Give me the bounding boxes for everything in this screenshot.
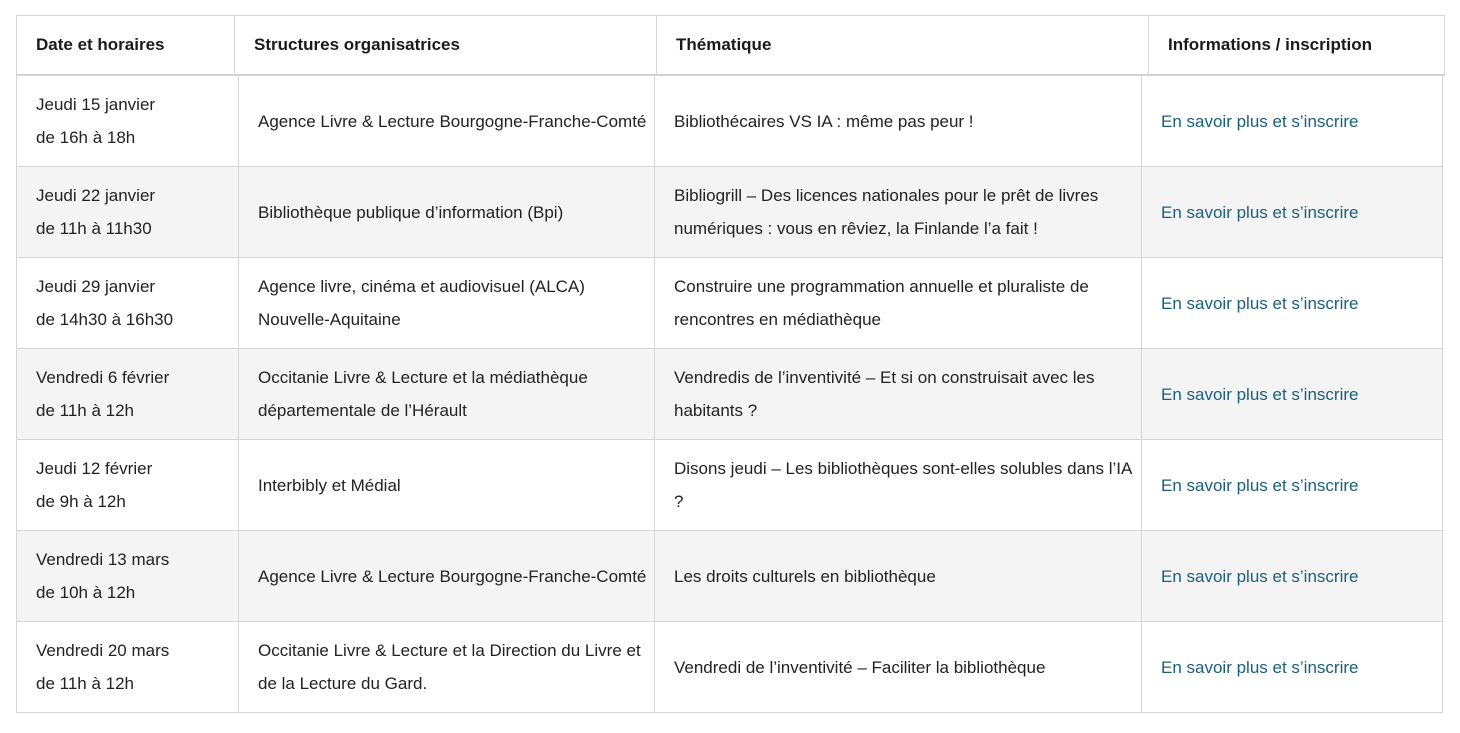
register-link[interactable]: En savoir plus et s’inscrire [1161, 475, 1359, 495]
event-day: Jeudi 12 février [36, 459, 153, 478]
table-row [17, 440, 1443, 531]
info-cell [1142, 622, 1443, 713]
organizer-cell: Occitanie Livre & Lecture et la médiathèque départementale de l’Hérault [239, 349, 655, 440]
event-day: Jeudi 29 janvier [36, 277, 156, 296]
event-time: de 11h à 11h30 [36, 219, 152, 238]
event-day: Jeudi 22 janvier [36, 186, 156, 205]
organizer-cell: Occitanie Livre & Lecture et la Direction du Livre et de la Lecture du Gard. [239, 622, 655, 713]
event-day: Vendredi 20 mars [36, 641, 170, 660]
event-time: de 16h à 18h [36, 128, 136, 147]
table-row [17, 531, 1443, 622]
theme-cell: Bibliogrill – Des licences nationales pour le prêt de livres numériques : vous en rêviez, la Finlande l’a fait ! [655, 167, 1142, 258]
info-cell [1142, 349, 1443, 440]
organizer-cell: Agence Livre & Lecture Bourgogne-Franche-Comté [239, 76, 655, 167]
theme-cell: Les droits culturels en bibliothèque [655, 531, 1142, 622]
event-day: Vendredi 13 mars [36, 550, 170, 569]
table-row [17, 349, 1443, 440]
info-cell [1142, 76, 1443, 167]
organizer-cell: Agence livre, cinéma et audiovisuel (ALCA) Nouvelle-Aquitaine [239, 258, 655, 349]
info-cell [1142, 531, 1443, 622]
event-time: de 9h à 12h [36, 492, 126, 511]
theme-cell: Disons jeudi – Les bibliothèques sont-elles solubles dans l’IA ? [655, 440, 1142, 531]
header-organizers: Structures organisatrices [235, 16, 657, 76]
date-cell [17, 76, 239, 167]
date-cell [17, 440, 239, 531]
theme-cell: Bibliothécaires VS IA : même pas peur ! [655, 76, 1142, 167]
date-cell [17, 167, 239, 258]
organizer-cell: Bibliothèque publique d’information (Bpi) [239, 167, 655, 258]
table-row [17, 258, 1443, 349]
header-date: Date et horaires [17, 16, 235, 76]
theme-cell: Construire une programmation annuelle et pluraliste de rencontres en médiathèque [655, 258, 1142, 349]
table-row [17, 76, 1443, 167]
events-table-header [16, 15, 1445, 76]
organizer-cell: Agence Livre & Lecture Bourgogne-Franche-Comté [239, 531, 655, 622]
event-day: Jeudi 15 janvier [36, 95, 156, 114]
organizer-cell: Interbibly et Médial [239, 440, 655, 531]
event-time: de 11h à 12h [36, 674, 134, 693]
date-cell [17, 622, 239, 713]
date-cell [17, 531, 239, 622]
register-link[interactable]: En savoir plus et s’inscrire [1161, 111, 1359, 131]
register-link[interactable]: En savoir plus et s’inscrire [1161, 293, 1359, 313]
register-link[interactable]: En savoir plus et s’inscrire [1161, 384, 1359, 404]
table-row [17, 622, 1443, 713]
header-row [17, 16, 1445, 76]
info-cell [1142, 258, 1443, 349]
header-info: Informations / inscription [1149, 16, 1445, 76]
events-table [16, 75, 1443, 713]
header-theme: Thématique [657, 16, 1149, 76]
register-link[interactable]: En savoir plus et s’inscrire [1161, 202, 1359, 222]
register-link[interactable]: En savoir plus et s’inscrire [1161, 566, 1359, 586]
event-time: de 14h30 à 16h30 [36, 310, 174, 329]
theme-cell: Vendredis de l’inventivité – Et si on construisait avec les habitants ? [655, 349, 1142, 440]
date-cell [17, 258, 239, 349]
event-time: de 10h à 12h [36, 583, 136, 602]
event-day: Vendredi 6 février [36, 368, 170, 387]
table-row [17, 167, 1443, 258]
theme-cell: Vendredi de l’inventivité – Faciliter la bibliothèque [655, 622, 1142, 713]
info-cell [1142, 167, 1443, 258]
date-cell [17, 349, 239, 440]
register-link[interactable]: En savoir plus et s’inscrire [1161, 657, 1359, 677]
event-time: de 11h à 12h [36, 401, 134, 420]
info-cell [1142, 440, 1443, 531]
